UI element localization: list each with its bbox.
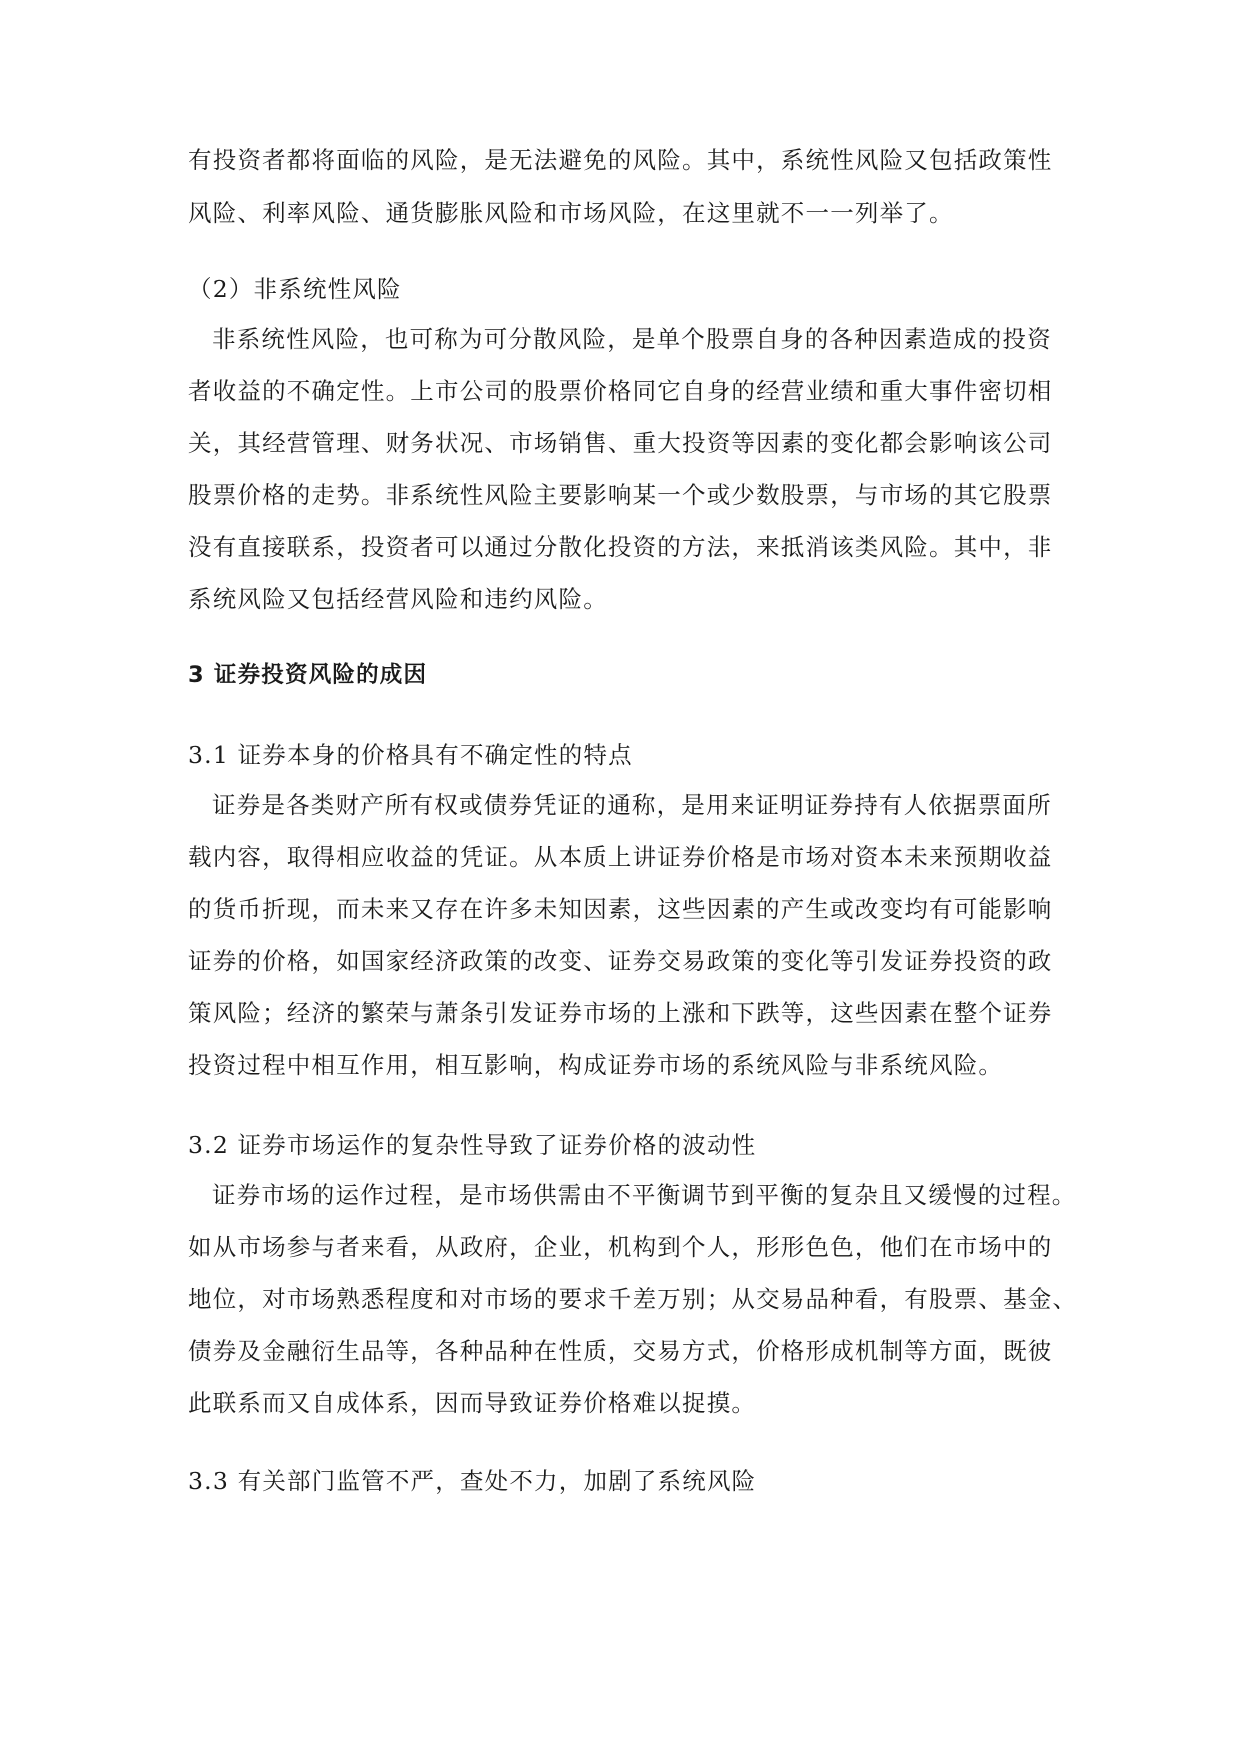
subsection-title-3-3: 3.3 有关部门监管不严，查处不力，加剧了系统风险: [188, 1467, 757, 1495]
paragraph-line: 债券及金融衍生品等，各种品种在性质，交易方式，价格形成机制等方面，既彼: [188, 1337, 1053, 1365]
intro-line-1: 有投资者都将面临的风险，是无法避免的风险。其中，系统性风险又包括政策性: [188, 146, 1053, 174]
paragraph-line: 系统风险又包括经营风险和违约风险。: [188, 585, 608, 613]
subsection-title-nonsystematic-risk: （2）非系统性风险: [188, 275, 402, 303]
paragraph-line: 股票价格的走势。非系统性风险主要影响某一个或少数股票，与市场的其它股票: [188, 481, 1053, 509]
paragraph-line: 地位，对市场熟悉程度和对市场的要求千差万别；从交易品种看，有股票、基金、: [188, 1285, 1078, 1313]
paragraph-line: 策风险；经济的繁荣与萧条引发证券市场的上涨和下跌等，这些因素在整个证券: [188, 999, 1053, 1027]
paragraph-line: 证券是各类财产所有权或债券凭证的通称，是用来证明证券持有人依据票面所: [212, 791, 1052, 819]
paragraph-line: 证券的价格，如国家经济政策的改变、证券交易政策的变化等引发证券投资的政: [188, 947, 1053, 975]
subsection-title-3-2: 3.2 证券市场运作的复杂性导致了证券价格的波动性: [188, 1131, 757, 1159]
subsection-title-3-1: 3.1 证券本身的价格具有不确定性的特点: [188, 741, 633, 769]
section-heading: 3 证券投资风险的成因: [188, 662, 428, 688]
paragraph-line: 关，其经营管理、财务状况、市场销售、重大投资等因素的变化都会影响该公司: [188, 429, 1053, 457]
paragraph-line: 载内容，取得相应收益的凭证。从本质上讲证券价格是市场对资本未来预期收益: [188, 843, 1053, 871]
paragraph-line: 的货币折现，而未来又存在许多未知因素，这些因素的产生或改变均有可能影响: [188, 895, 1053, 923]
paragraph-line: 投资过程中相互作用，相互影响，构成证券市场的系统风险与非系统风险。: [188, 1051, 1004, 1079]
paragraph-line: 没有直接联系，投资者可以通过分散化投资的方法，来抵消该类风险。其中，非: [188, 533, 1053, 561]
paragraph-line: 证券市场的运作过程，是市场供需由不平衡调节到平衡的复杂且又缓慢的过程。: [212, 1181, 1077, 1209]
paragraph-line: 如从市场参与者来看，从政府，企业，机构到个人，形形色色，他们在市场中的: [188, 1233, 1053, 1261]
intro-line-2: 风险、利率风险、通货膨胀风险和市场风险，在这里就不一一列举了。: [188, 199, 954, 227]
paragraph-line: 此联系而又自成体系，因而导致证券价格难以捉摸。: [188, 1389, 757, 1417]
paragraph-line: 者收益的不确定性。上市公司的股票价格同它自身的经营业绩和重大事件密切相: [188, 377, 1053, 405]
paragraph-line: 非系统性风险，也可称为可分散风险，是单个股票自身的各种因素造成的投资: [212, 325, 1052, 353]
